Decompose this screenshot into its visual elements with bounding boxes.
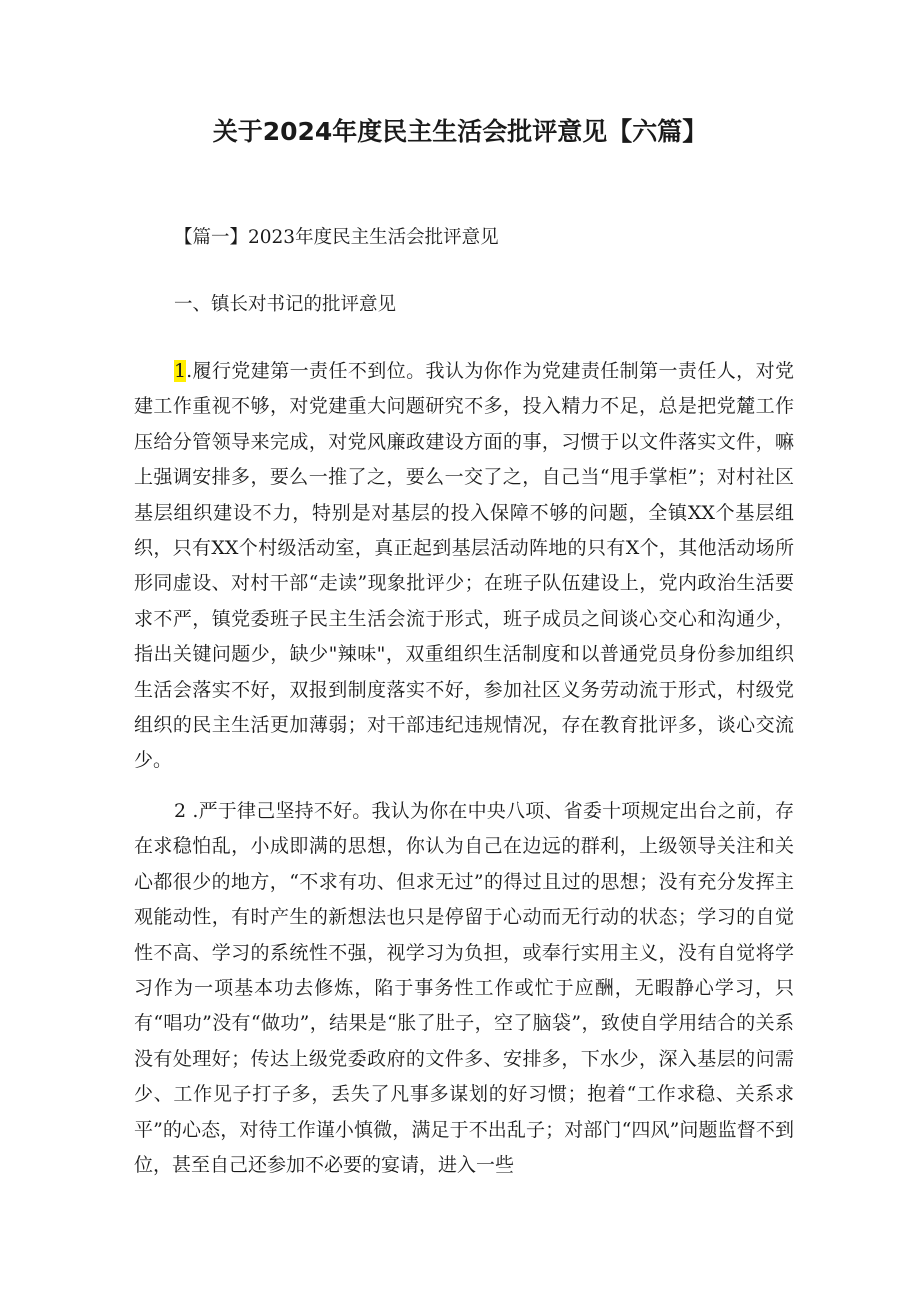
section-heading: 一、镇长对书记的批评意见 bbox=[174, 294, 397, 315]
paragraph-2-text: .严于律己坚持不好。我认为你在中央八项、省委十项规定出台之前，存在求稳怕乱，小成即满的思想，你认为自己在边远的群利，上级领导关注和关心都很少的地方，“不求有功、但求无过”的得过且过的思想；没有充分发挥主观能动性，有时产生的新想法也只是停留于心动而无行动的状态；学习的自觉性不高、学习的系统性不强，视学习为负担，或奉行实用主义，没有自觉将学习作为一项基本功去修炼，陷于事务性工作或忙于应酬，无暇静心学习，只有“唱功”没有“做功”，结果是“胀了肚子，空了脑袋”，致使自学用结合的关系没有处理好；传达上级党委政府的文件多、安排多，下水少，深入基层的问需少、工作见子打子多，丢失了凡事多谋划的好习惯；抱着“工作求稳、关系求平”的心态，对待工作谨小慎微，满足于不出乱子；对部门“四风”问题监督不到位，甚至自己还参加不必要的宴请，进入一些 bbox=[134, 800, 794, 1177]
paragraph-1 bbox=[134, 354, 794, 779]
document-title: 关于2024年度民主生活会批评意见【六篇】 bbox=[212, 117, 708, 146]
item-number-highlight: 1 bbox=[174, 360, 187, 382]
item-number: 2 bbox=[174, 800, 187, 822]
part-heading: 【篇一】2023年度民主生活会批评意见 bbox=[174, 227, 499, 248]
paragraph-1-text: .履行党建第一责任不到位。我认为你作为党建责任制第一责任人，对党建工作重视不够，对党建重大问题研究不多，投入精力不足，总是把党麓工作压给分管领导来完成，对党风廉政建设方面的事，习惯于以文件落实文件，嘛上强调安排多，要么一推了之，要么一交了之，自己当“甩手掌柜”；对村社区基层组织建设不力，特别是对基层的投入保障不够的问题，全镇XX个基层组织，只有XX个村级活动室，真正起到基层活动阵地的只有X个，其他活动场所形同虚设、对村干部“走读”现象批评少；在班子队伍建设上，党内政治生活要求不严，镇党委班子民主生活会流于形式，班子成员之间谈心交心和沟通少，指出关键问题少，缺少"辣味"，双重组织生活制度和以普通党员身份参加组织生活会落实不好，双报到制度落实不好，参加社区义务劳动流于形式，村级党组织的民主生活更加薄弱；对干部违纪违规情况，存在教育批评多，谈心交流少。 bbox=[134, 360, 794, 772]
paragraph-2 bbox=[134, 794, 794, 1183]
